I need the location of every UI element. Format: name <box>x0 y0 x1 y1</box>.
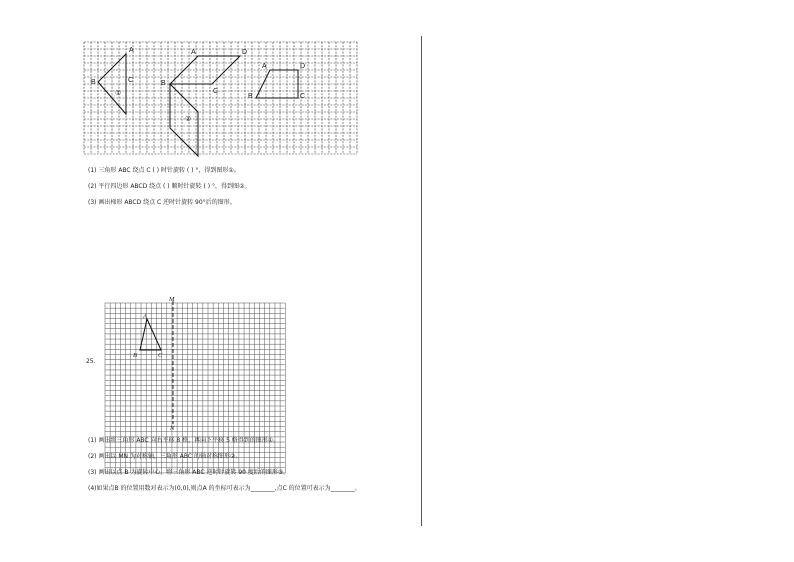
q24-part1: (1) 三角形 ABC 绕点 C ( ) 时针旋转 ( ) °，得到图形①。 <box>88 167 240 174</box>
tri-label-a: A <box>143 313 147 320</box>
axis-label-m: M <box>169 296 175 303</box>
trap-label-c: C <box>300 93 306 100</box>
axis-label-n: N <box>170 425 175 432</box>
q24-part3: (3) 画出梯形 ABCD 绕点 C 逆时针旋转 90°后的图形。 <box>88 199 236 206</box>
p-label-d: D <box>242 49 248 56</box>
q24-part2: (2) 平行四边形 ABCD 绕点 ( ) 顺时针旋转 ( ) °，得到图②。 <box>88 183 251 190</box>
t1-label-a: A <box>129 47 134 54</box>
grid-2-lines <box>105 303 285 473</box>
q25-part2: (2) 画出以 MN 为对称轴，三角形 ABC 的轴对称图形②。 <box>88 453 242 460</box>
q25-part3: (3) 画出以点 B 为旋转中心，将三角形 ABC 逆时针旋转 90 度后的图形③。 <box>88 469 290 476</box>
p-label-c: C <box>213 88 219 95</box>
p-label-b: B <box>161 80 166 87</box>
trap-label-b: B <box>248 93 253 100</box>
tri-label-c: C <box>158 352 163 359</box>
q25-part4: (4)如果点B 的位置用数对表示为(0,0),则点A 的坐标可表示为________,点C 的位置可表示为________。 <box>88 485 361 492</box>
q25-part1: (1) 画出将三角形 ABC 向右平移 8 格，再向下平移 5 格得到的图形①。 <box>88 437 280 444</box>
p-label-num: ② <box>185 116 192 123</box>
p-label-a: A <box>191 49 196 56</box>
q25-number: 25. <box>86 358 96 365</box>
tri-label-b: B <box>133 352 137 359</box>
trap-label-a: A <box>262 63 267 70</box>
trap-label-d: D <box>300 63 306 70</box>
t1-label-c: C <box>128 77 134 84</box>
t1-label-b: B <box>91 79 96 86</box>
t1-label-num: ① <box>115 90 122 97</box>
